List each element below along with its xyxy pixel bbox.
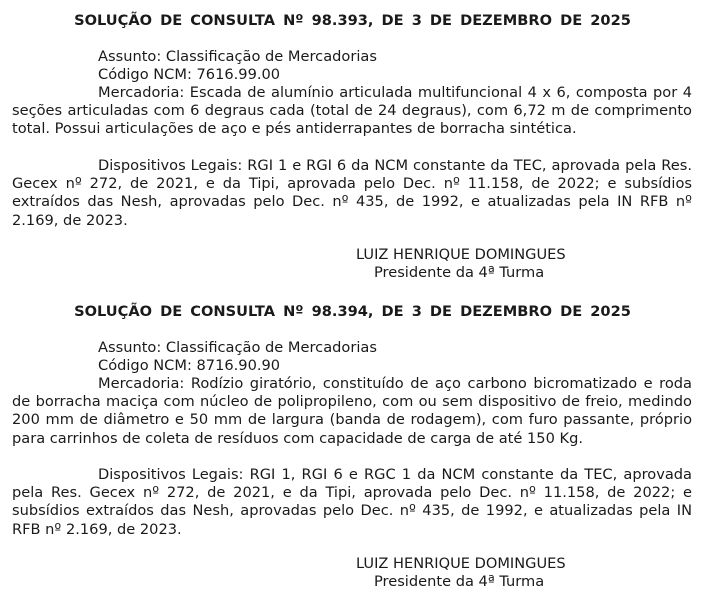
doc1-codigo-ncm: Código NCM: 7616.99.00 bbox=[98, 66, 281, 83]
doc2-title: SOLUÇÃO DE CONSULTA Nº 98.394, DE 3 DE DEZEMBRO DE 2025 bbox=[74, 303, 631, 320]
doc2-assunto: Assunto: Classificação de Mercadorias bbox=[98, 339, 377, 356]
doc2-signer-role: Presidente da 4ª Turma bbox=[374, 573, 545, 590]
doc1-dispositivos-legais: Dispositivos Legais: RGI 1 e RGI 6 da NCM constante da TEC, aprovada pela Res. Gecex nº 272, de 2021, e da Tipi, aprovada pelo Dec. nº 11.158, de 2022; e subsídios extraídos das Nesh, aprovadas pelo Dec. nº 435, de 1992, e atualizadas pela IN RFB nº 2.169, de 2023. bbox=[12, 157, 692, 229]
doc1-assunto: Assunto: Classificação de Mercadorias bbox=[98, 48, 377, 65]
doc2-mercadoria: Mercadoria: Rodízio giratório, constituído de aço carbono bicromatizado e roda de borracha maciça com núcleo de polipropileno, com ou sem dispositivo de freio, medindo 200 mm de diâmetro e 50 mm de largura (banda de rodagem), com furo passante, próprio para carrinhos de coleta de resíduos com capacidade de carga de até 150 Kg. bbox=[12, 375, 692, 447]
doc2-signer-name: LUIZ HENRIQUE DOMINGUES bbox=[356, 555, 566, 572]
doc1-signer-name: LUIZ HENRIQUE DOMINGUES bbox=[356, 246, 566, 263]
doc1-title: SOLUÇÃO DE CONSULTA Nº 98.393, DE 3 DE DEZEMBRO DE 2025 bbox=[74, 12, 631, 29]
doc1-signer-role: Presidente da 4ª Turma bbox=[374, 264, 545, 281]
doc2-codigo-ncm: Código NCM: 8716.90.90 bbox=[98, 357, 281, 374]
doc2-dispositivos-legais: Dispositivos Legais: RGI 1, RGI 6 e RGC 1 da NCM constante da TEC, aprovada pela Res. Gecex nº 272, de 2021, e da Tipi, aprovada pelo Dec. nº 11.158, de 2022; e subsídios extraídos das Nesh, aprovadas pelo Dec. nº 435, de 1992, e atualizadas pela IN RFB nº 2.169, de 2023. bbox=[12, 466, 692, 538]
doc1-mercadoria: Mercadoria: Escada de alumínio articulada multifuncional 4 x 6, composta por 4 seções articuladas com 6 degraus cada (total de 24 degraus), com 6,72 m de comprimento total. Possui articulações de aço e pés antiderrapantes de borracha sintética. bbox=[12, 84, 692, 138]
